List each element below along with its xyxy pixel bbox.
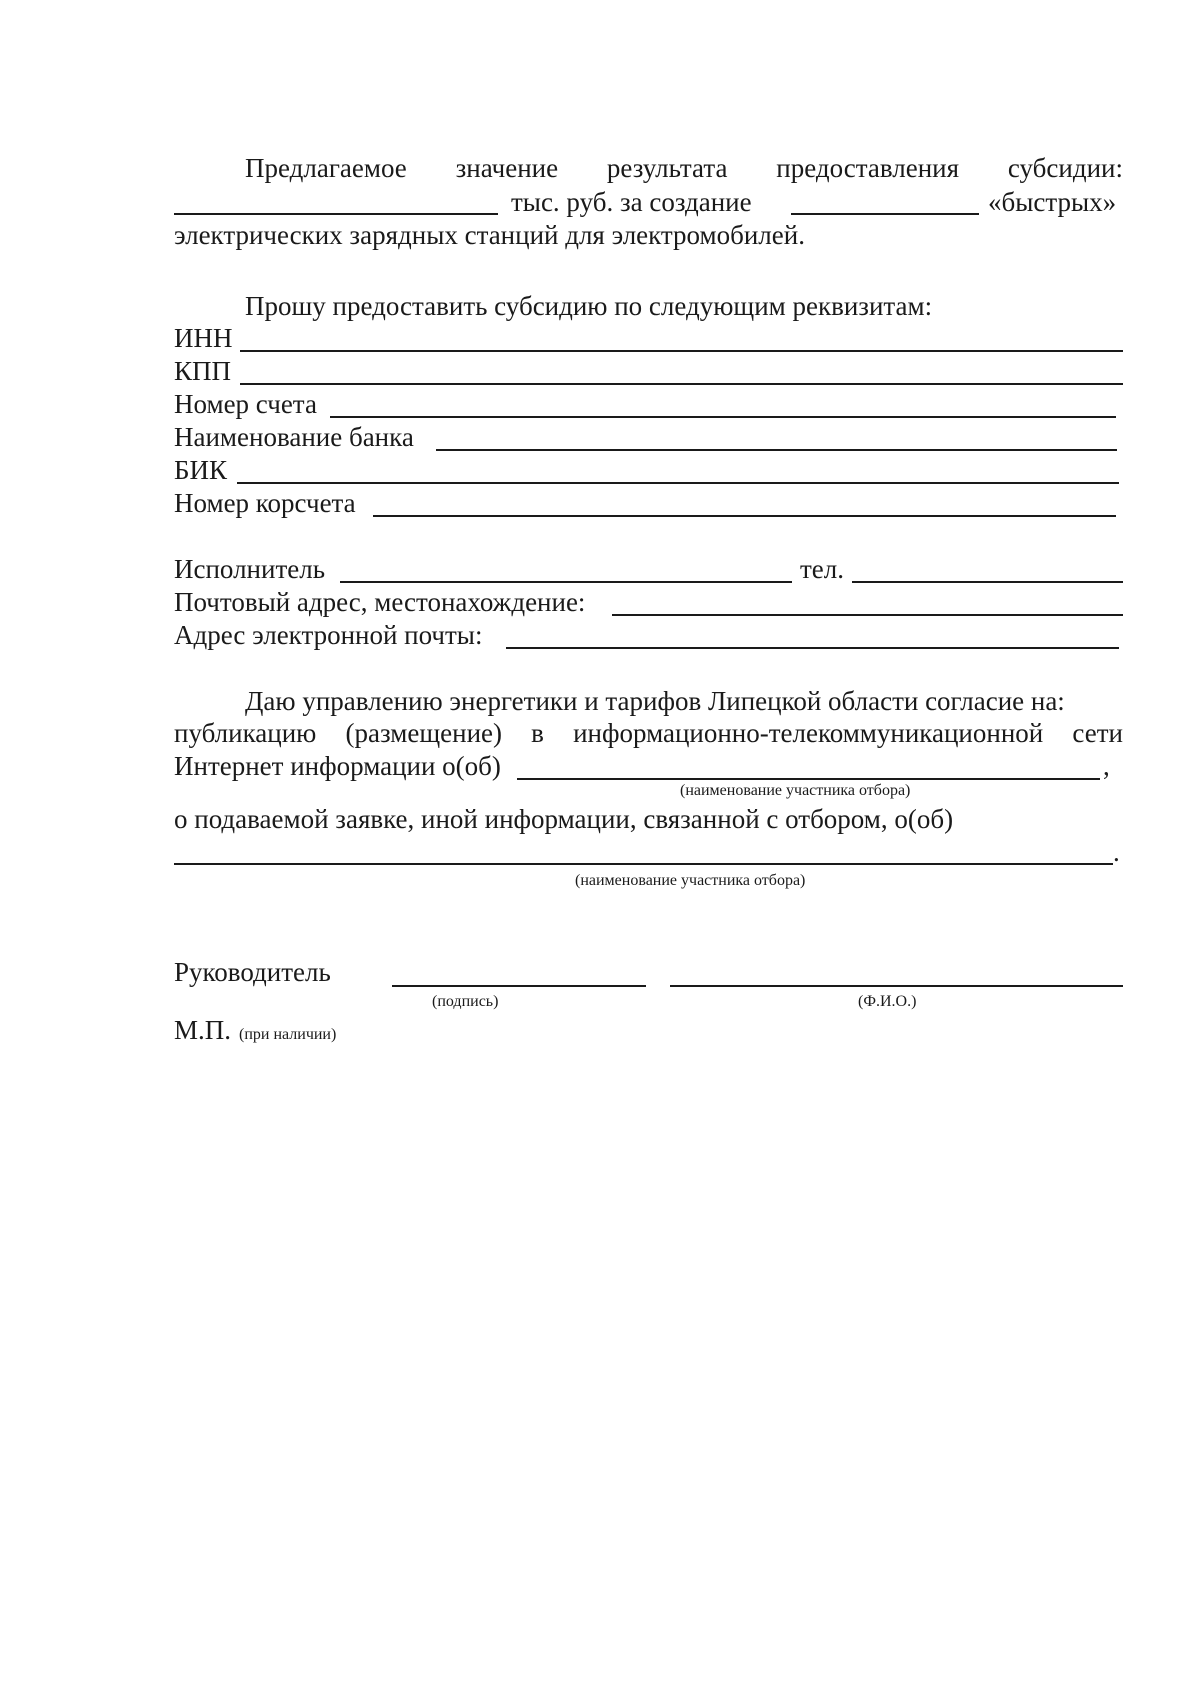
consent-line-3: Интернет информации о(об): [174, 751, 501, 781]
kpp-field[interactable]: [240, 383, 1123, 385]
comma: ,: [1103, 751, 1110, 781]
bank-label: Наименование банка: [174, 422, 414, 452]
proposal-line-3: электрических зарядных станций для электромобилей.: [174, 220, 805, 250]
bik-label: БИК: [174, 455, 228, 485]
consent-line-1: Даю управлению энергетики и тарифов Липецкой области согласие на:: [245, 686, 1065, 716]
word: сети: [1072, 718, 1123, 748]
account-label: Номер счета: [174, 389, 317, 419]
participant-name-field-1[interactable]: [517, 778, 1100, 780]
proposal-line-2-end: «быстрых»: [988, 187, 1117, 217]
bik-field[interactable]: [237, 482, 1119, 484]
full-name-field[interactable]: [670, 985, 1123, 987]
word: результата: [606, 153, 728, 183]
word: субсидии:: [1007, 153, 1123, 183]
postal-field[interactable]: [612, 614, 1123, 616]
word: значение: [455, 153, 559, 183]
stations-count-field[interactable]: [791, 213, 979, 215]
word: в: [531, 718, 544, 748]
period: .: [1113, 837, 1120, 867]
consent-line-2: [174, 717, 1123, 749]
executor-field[interactable]: [340, 581, 792, 583]
phone-field[interactable]: [852, 581, 1123, 583]
email-label: Адрес электронной почты:: [174, 620, 483, 650]
phone-label: тел.: [800, 554, 845, 584]
word: информационно-телекоммуникационной: [573, 718, 1044, 748]
word: публикацию: [174, 718, 317, 748]
signature-caption: (подпись): [432, 993, 499, 1010]
signature-field[interactable]: [392, 985, 646, 987]
participant-caption-1: (наименование участника отбора): [680, 782, 911, 799]
inn-field[interactable]: [240, 350, 1123, 352]
participant-name-field-2[interactable]: [174, 863, 1113, 865]
postal-label: Почтовый адрес, местонахождение:: [174, 587, 586, 617]
word: предоставления: [776, 153, 960, 183]
requisites-intro: Прошу предоставить субсидию по следующим реквизитам:: [245, 291, 933, 321]
corr-account-field[interactable]: [373, 515, 1116, 517]
inn-label: ИНН: [174, 323, 233, 353]
executor-label: Исполнитель: [174, 554, 326, 584]
proposal-line-1: [245, 152, 1123, 184]
word: (размещение): [345, 718, 502, 748]
word: Предлагаемое: [245, 153, 407, 183]
proposal-line-2-text: тыс. руб. за создание: [511, 187, 752, 217]
corr-account-label: Номер корсчета: [174, 488, 356, 518]
stamp-line: [174, 1014, 336, 1046]
consent-line-4: о подаваемой заявке, иной информации, связанной с отбором, о(об): [174, 804, 954, 834]
full-name-caption: (Ф.И.О.): [858, 993, 917, 1010]
bank-field[interactable]: [436, 449, 1117, 451]
head-label: Руководитель: [174, 957, 331, 987]
subsidy-amount-field[interactable]: [174, 213, 498, 215]
stamp-label: М.П.: [174, 1015, 232, 1045]
kpp-label: КПП: [174, 356, 232, 386]
participant-caption-2: (наименование участника отбора): [575, 872, 806, 889]
account-field[interactable]: [330, 416, 1116, 418]
email-field[interactable]: [506, 647, 1119, 649]
stamp-note: (при наличии): [239, 1026, 337, 1043]
